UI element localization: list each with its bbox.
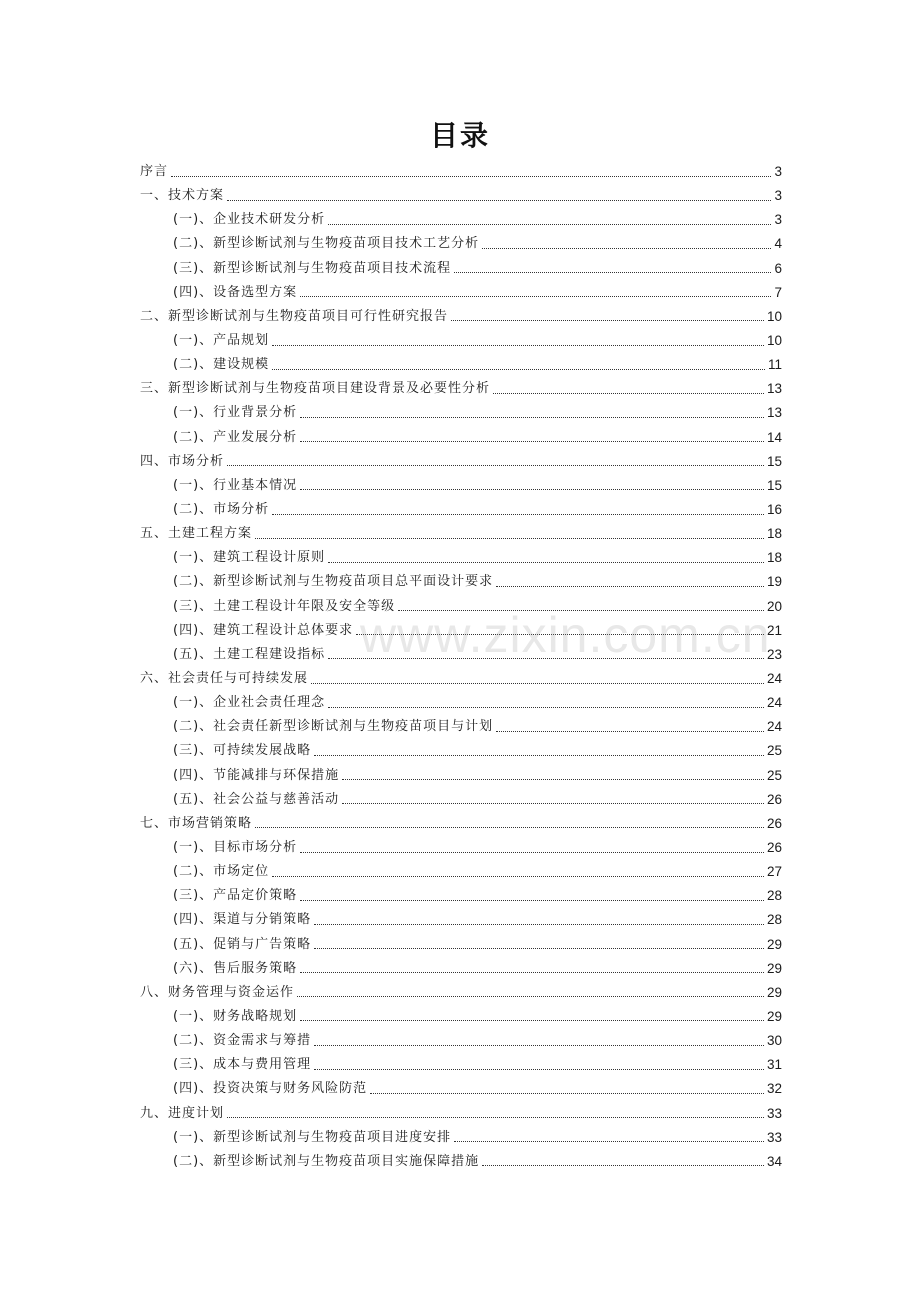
- page-title: 目录: [429, 119, 490, 152]
- toc-subsection-entry[interactable]: [140, 570, 782, 594]
- toc-leader-dots: [496, 586, 764, 587]
- toc-page-number: 13: [766, 405, 782, 421]
- toc-page-number: 29: [766, 984, 782, 1000]
- toc-page-number: 30: [766, 1033, 782, 1049]
- toc-page-number: 15: [766, 477, 782, 493]
- toc-page-number: 18: [766, 550, 782, 566]
- toc-subsection-entry[interactable]: [140, 1029, 782, 1053]
- toc-entry-label: (一)、建筑工程设计原则: [173, 550, 326, 566]
- toc-page-number: 6: [774, 260, 782, 276]
- toc-page-number: 20: [766, 598, 782, 614]
- toc-leader-dots: [300, 852, 764, 853]
- toc-entry-label: (二)、新型诊断试剂与生物疫苗项目总平面设计要求: [173, 574, 494, 590]
- toc-entry-label: (四)、渠道与分销策略: [173, 912, 312, 928]
- toc-entry-label: (六)、售后服务策略: [173, 960, 298, 976]
- toc-leader-dots: [328, 224, 771, 225]
- toc-subsection-entry[interactable]: [140, 546, 782, 570]
- toc-entry-label: (一)、企业技术研发分析: [173, 212, 326, 228]
- toc-entry-label: (二)、新型诊断试剂与生物疫苗项目技术工艺分析: [173, 236, 480, 252]
- toc-subsection-entry[interactable]: [140, 498, 782, 522]
- toc-page-number: 16: [766, 502, 782, 518]
- toc-leader-dots: [272, 369, 765, 370]
- toc-entry-label: (三)、土建工程设计年限及安全等级: [173, 598, 396, 614]
- toc-subsection-entry[interactable]: [140, 208, 782, 232]
- toc-entry-label: (四)、节能减排与环保措施: [173, 767, 340, 783]
- toc-entry-label: (一)、行业背景分析: [173, 405, 298, 421]
- toc-subsection-entry[interactable]: [140, 281, 782, 305]
- toc-subsection-entry[interactable]: [140, 884, 782, 908]
- toc-page-number: 33: [766, 1129, 782, 1145]
- toc-entry-label: (四)、建筑工程设计总体要求: [173, 622, 354, 638]
- toc-subsection-entry[interactable]: [140, 1126, 782, 1150]
- toc-entry-label: (一)、产品规划: [173, 333, 270, 349]
- toc-leader-dots: [300, 417, 764, 418]
- toc-subsection-entry[interactable]: [140, 836, 782, 860]
- toc-leader-dots: [227, 1117, 764, 1118]
- toc-page-number: 28: [766, 888, 782, 904]
- toc-leader-dots: [493, 393, 764, 394]
- toc-leader-dots: [314, 1069, 764, 1070]
- toc-page-number: 26: [766, 840, 782, 855]
- toc-section-entry[interactable]: [140, 1101, 782, 1125]
- toc-entry-label: 五、土建工程方案: [140, 526, 253, 542]
- toc-entry-label: (四)、投资决策与财务风险防范: [173, 1081, 368, 1097]
- toc-leader-dots: [454, 1141, 764, 1142]
- toc-page-number: 31: [766, 1057, 782, 1073]
- toc-page-number: 26: [766, 815, 782, 831]
- toc-subsection-entry[interactable]: [140, 232, 782, 256]
- toc-entry-label: (二)、资金需求与筹措: [173, 1033, 312, 1049]
- toc-page-number: 10: [766, 333, 782, 349]
- toc-page-number: 3: [774, 164, 782, 180]
- toc-entry-label: (二)、市场定位: [173, 864, 270, 880]
- toc-subsection-entry[interactable]: [140, 715, 782, 739]
- toc-page-number: 7: [774, 284, 782, 300]
- toc-page-number: 33: [766, 1105, 782, 1121]
- toc-entry-label: (五)、土建工程建设指标: [173, 646, 326, 662]
- toc-page-number: 32: [766, 1081, 782, 1097]
- toc-subsection-entry[interactable]: [140, 933, 782, 957]
- toc-subsection-entry[interactable]: [140, 860, 782, 884]
- toc-leader-dots: [314, 755, 764, 756]
- toc-leader-dots: [482, 1165, 764, 1166]
- toc-entry-label: (三)、产品定价策略: [173, 888, 298, 904]
- toc-page-number: 29: [766, 1008, 782, 1024]
- toc-leader-dots: [300, 972, 764, 973]
- toc-entry-label: 二、新型诊断试剂与生物疫苗项目可行性研究报告: [140, 308, 449, 324]
- toc-leader-dots: [451, 320, 764, 321]
- toc-leader-dots: [314, 948, 764, 949]
- toc-entry-label: (二)、新型诊断试剂与生物疫苗项目实施保障措施: [173, 1153, 480, 1169]
- toc-page-number: 15: [766, 453, 782, 469]
- toc-subsection-entry[interactable]: [140, 957, 782, 981]
- toc-leader-dots: [370, 1093, 764, 1094]
- toc-leader-dots: [300, 900, 764, 901]
- toc-subsection-entry[interactable]: [140, 691, 782, 715]
- toc-page-number: 18: [766, 526, 782, 542]
- toc-leader-dots: [272, 514, 764, 515]
- toc-page-number: 3: [774, 188, 782, 204]
- toc-subsection-entry[interactable]: [140, 739, 782, 763]
- toc-section-entry[interactable]: [140, 184, 782, 208]
- toc-entry-label: (三)、新型诊断试剂与生物疫苗项目技术流程: [173, 260, 452, 276]
- toc-entry-label: 一、技术方案: [140, 188, 225, 204]
- toc-page-number: 26: [766, 791, 782, 807]
- toc-leader-dots: [311, 683, 764, 684]
- toc-entry-label: (一)、企业社会责任理念: [173, 695, 326, 711]
- toc-subsection-entry[interactable]: [140, 329, 782, 353]
- toc-page-number: 27: [766, 864, 782, 880]
- toc-page-number: 29: [766, 936, 782, 952]
- toc-entry-label: 四、市场分析: [140, 453, 225, 469]
- toc-entry-label: (一)、财务战略规划: [173, 1008, 298, 1024]
- toc-subsection-entry[interactable]: [140, 1077, 782, 1101]
- toc-leader-dots: [482, 248, 771, 249]
- toc-subsection-entry[interactable]: [140, 353, 782, 377]
- toc-page-number: 14: [766, 429, 782, 445]
- toc-page-number: 29: [766, 960, 782, 976]
- toc-leader-dots: [272, 876, 764, 877]
- toc-entry-label: (三)、可持续发展战略: [173, 743, 312, 759]
- toc-entry-label: (一)、目标市场分析: [173, 840, 298, 855]
- toc-section-entry[interactable]: [140, 377, 782, 401]
- toc-subsection-entry[interactable]: [140, 401, 782, 425]
- toc-leader-dots: [300, 296, 771, 297]
- toc-page-number: 34: [766, 1153, 782, 1169]
- toc-page-number: 25: [766, 767, 782, 783]
- toc-section-entry[interactable]: [140, 812, 782, 836]
- toc-entry-label: (一)、新型诊断试剂与生物疫苗项目进度安排: [173, 1129, 452, 1145]
- toc-entry-label: (二)、市场分析: [173, 502, 270, 518]
- toc-entry-label: 七、市场营销策略: [140, 815, 253, 831]
- toc-subsection-entry[interactable]: [140, 908, 782, 932]
- toc-subsection-entry[interactable]: [140, 1053, 782, 1077]
- toc-leader-dots: [314, 924, 764, 925]
- toc-leader-dots: [272, 345, 764, 346]
- toc-page-number: 28: [766, 912, 782, 928]
- toc-section-entry[interactable]: [140, 667, 782, 691]
- toc-page-number: 4: [774, 236, 782, 252]
- toc-leader-dots: [314, 1045, 764, 1046]
- toc-leader-dots: [227, 465, 764, 466]
- toc-section-entry[interactable]: [140, 305, 782, 329]
- toc-leader-dots: [496, 731, 764, 732]
- toc-leader-dots: [255, 827, 764, 828]
- toc-subsection-entry[interactable]: [140, 764, 782, 788]
- toc-page-number: 19: [766, 574, 782, 590]
- toc-entry-label: (二)、产业发展分析: [173, 429, 298, 445]
- toc-leader-dots: [171, 176, 771, 177]
- toc-leader-dots: [300, 1020, 764, 1021]
- toc-entry-label: (五)、社会公益与慈善活动: [173, 791, 340, 807]
- toc-page-number: 11: [767, 357, 782, 373]
- toc-entry-label: 八、财务管理与资金运作: [140, 984, 295, 1000]
- toc-entry-label: (四)、设备选型方案: [173, 284, 298, 300]
- toc-entry-label: 序言: [140, 164, 169, 180]
- toc-page-number: 13: [766, 381, 782, 397]
- toc-page-number: 24: [766, 695, 782, 711]
- toc-leader-dots: [227, 200, 771, 201]
- toc-page-number: 23: [766, 646, 782, 662]
- table-of-contents: [140, 160, 782, 1174]
- toc-page-number: 25: [766, 743, 782, 759]
- toc-leader-dots: [342, 779, 764, 780]
- toc-entry-label: 六、社会责任与可持续发展: [140, 671, 309, 687]
- toc-page-number: 24: [766, 671, 782, 687]
- watermark: www.zixin.com.cn: [360, 607, 771, 663]
- toc-leader-dots: [342, 803, 764, 804]
- toc-leader-dots: [328, 707, 764, 708]
- toc-entry-label: (一)、行业基本情况: [173, 477, 298, 493]
- toc-page-number: 3: [774, 212, 782, 228]
- toc-subsection-entry[interactable]: [140, 1005, 782, 1029]
- toc-section-entry[interactable]: [140, 981, 782, 1005]
- toc-entry-label: (五)、促销与广告策略: [173, 936, 312, 952]
- toc-page-number: 24: [766, 719, 782, 735]
- toc-entry-label: 三、新型诊断试剂与生物疫苗项目建设背景及必要性分析: [140, 381, 491, 397]
- toc-entry-label: (二)、社会责任新型诊断试剂与生物疫苗项目与计划: [173, 719, 494, 735]
- toc-leader-dots: [454, 272, 771, 273]
- toc-leader-dots: [300, 489, 764, 490]
- toc-subsection-entry[interactable]: [140, 788, 782, 812]
- toc-entry-label: (二)、建设规模: [173, 357, 270, 373]
- toc-section-entry[interactable]: [140, 160, 782, 184]
- toc-leader-dots: [300, 441, 764, 442]
- toc-leader-dots: [297, 996, 764, 997]
- toc-leader-dots: [255, 538, 764, 539]
- toc-subsection-entry[interactable]: [140, 1150, 782, 1174]
- toc-subsection-entry[interactable]: [140, 426, 782, 450]
- toc-leader-dots: [328, 562, 764, 563]
- toc-section-entry[interactable]: [140, 450, 782, 474]
- toc-entry-label: 九、进度计划: [140, 1105, 225, 1121]
- toc-subsection-entry[interactable]: [140, 474, 782, 498]
- toc-subsection-entry[interactable]: [140, 257, 782, 281]
- toc-page-number: 21: [766, 622, 782, 638]
- toc-section-entry[interactable]: [140, 522, 782, 546]
- toc-page-number: 10: [766, 308, 782, 324]
- toc-entry-label: (三)、成本与费用管理: [173, 1057, 312, 1073]
